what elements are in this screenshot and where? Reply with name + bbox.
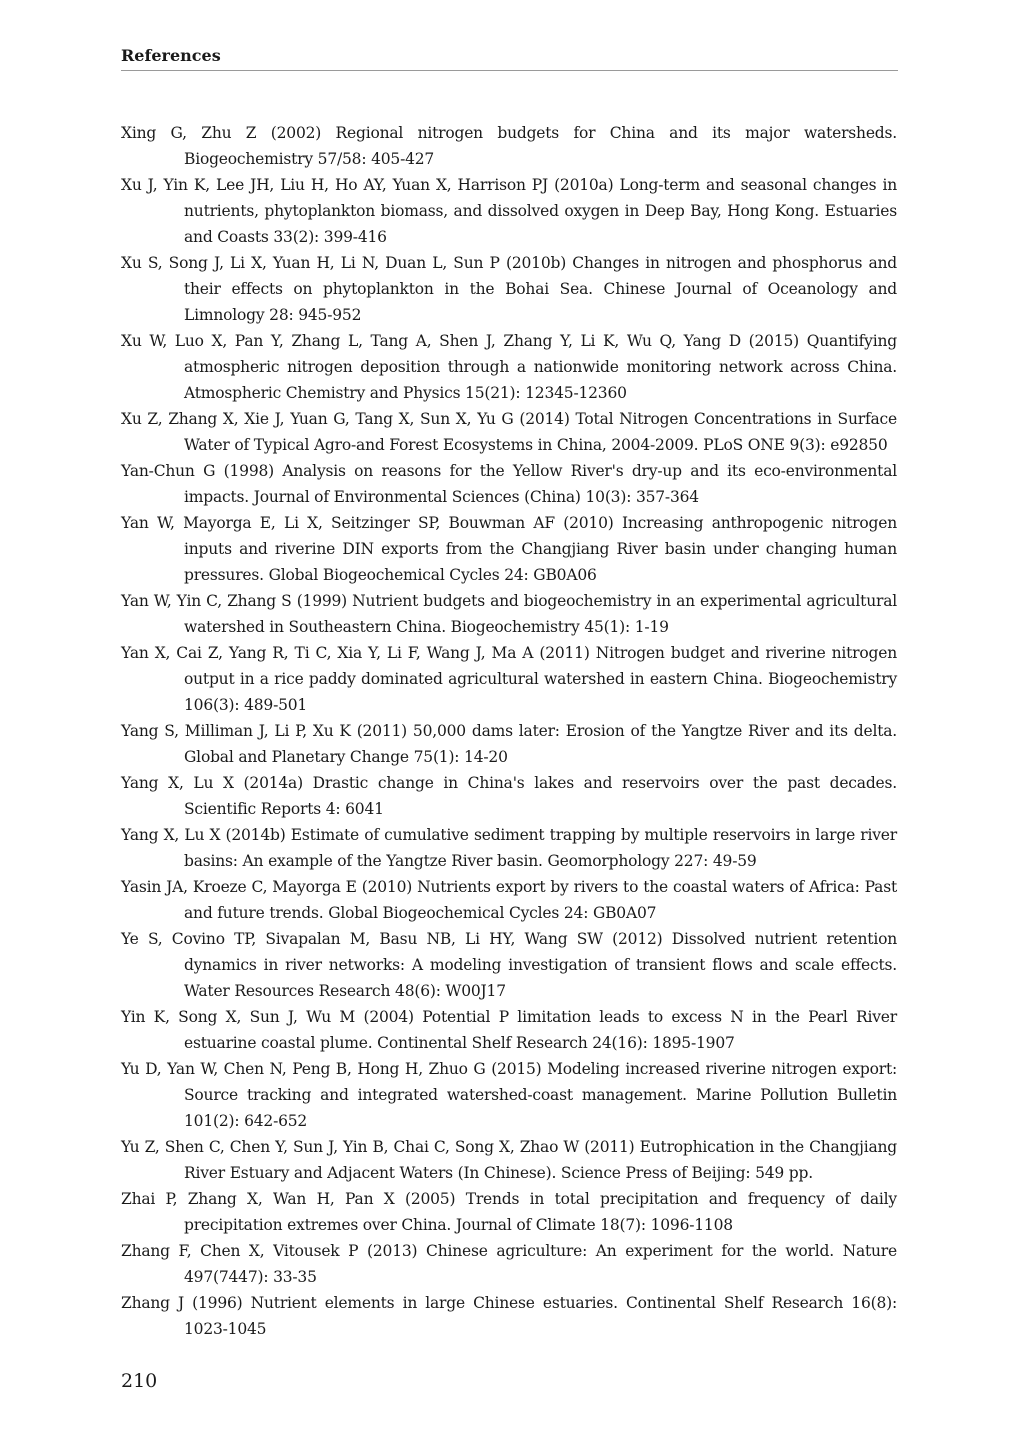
reference-entry: Xu W, Luo X, Pan Y, Zhang L, Tang A, Shen J, Zhang Y, Li K, Wu Q, Yang D (2015) Quantifying atmospheric nitrogen deposition through a nationwide monitoring network across China. Atmospheric Chemistry and Physics 15(21): 12345-12360 xyxy=(121,332,897,402)
reference-entry: Yan W, Yin C, Zhang S (1999) Nutrient budgets and biogeochemistry in an experimental agricultural watershed in Southeastern China. Biogeochemistry 45(1): 1-19 xyxy=(121,592,897,636)
reference-entry: Xu Z, Zhang X, Xie J, Yuan G, Tang X, Sun X, Yu G (2014) Total Nitrogen Concentrations in Surface Water of Typical Agro-and Forest Ecosystems in China, 2004-2009. PLoS ONE 9(3): e92850 xyxy=(121,410,897,454)
reference-entry: Yin K, Song X, Sun J, Wu M (2004) Potential P limitation leads to excess N in the Pearl River estuarine coastal plume. Continental Shelf Research 24(16): 1895-1907 xyxy=(121,1008,897,1052)
reference-entry: Yu Z, Shen C, Chen Y, Sun J, Yin B, Chai C, Song X, Zhao W (2011) Eutrophication in the Changjiang River Estuary and Adjacent Waters (In Chinese). Science Press of Beijing: 549 pp. xyxy=(121,1138,897,1182)
reference-list xyxy=(121,120,897,1342)
reference-entry: Zhang F, Chen X, Vitousek P (2013) Chinese agriculture: An experiment for the world. Nature 497(7447): 33-35 xyxy=(121,1242,897,1286)
reference-entry: Xing G, Zhu Z (2002) Regional nitrogen budgets for China and its major watersheds. Biogeochemistry 57/58: 405-427 xyxy=(121,124,897,168)
reference-entry: Yan X, Cai Z, Yang R, Ti C, Xia Y, Li F, Wang J, Ma A (2011) Nitrogen budget and riverine nitrogen output in a rice paddy dominated agricultural watershed in eastern China. Biogeochemistry 106(3): 489-501 xyxy=(121,644,897,714)
reference-entry: Ye S, Covino TP, Sivapalan M, Basu NB, Li HY, Wang SW (2012) Dissolved nutrient retention dynamics in river networks: A modeling investigation of transient flows and scale effects. Water Resources Research 48(6): W00J17 xyxy=(121,930,897,1000)
reference-entry: Yan-Chun G (1998) Analysis on reasons for the Yellow River's dry-up and its eco-environmental impacts. Journal of Environmental Sciences (China) 10(3): 357-364 xyxy=(121,462,897,506)
page-number: 210 xyxy=(121,1370,158,1392)
reference-entry: Yang X, Lu X (2014a) Drastic change in China's lakes and reservoirs over the past decades. Scientific Reports 4: 6041 xyxy=(121,774,897,818)
reference-entry: Zhai P, Zhang X, Wan H, Pan X (2005) Trends in total precipitation and frequency of daily precipitation extremes over China. Journal of Climate 18(7): 1096-1108 xyxy=(121,1190,897,1234)
reference-entry: Yang X, Lu X (2014b) Estimate of cumulative sediment trapping by multiple reservoirs in large river basins: An example of the Yangtze River basin. Geomorphology 227: 49-59 xyxy=(121,826,897,870)
reference-entry: Zhang J (1996) Nutrient elements in large Chinese estuaries. Continental Shelf Research 16(8): 1023-1045 xyxy=(121,1294,897,1338)
reference-entry: Xu S, Song J, Li X, Yuan H, Li N, Duan L, Sun P (2010b) Changes in nitrogen and phosphorus and their effects on phytoplankton in the Bohai Sea. Chinese Journal of Oceanology and Limnology 28: 945-952 xyxy=(121,254,897,324)
running-header xyxy=(121,46,898,71)
reference-entry: Yu D, Yan W, Chen N, Peng B, Hong H, Zhuo G (2015) Modeling increased riverine nitrogen export: Source tracking and integrated watershed-coast management. Marine Pollution Bulletin 101(2): 642-652 xyxy=(121,1060,897,1130)
reference-entry: Yan W, Mayorga E, Li X, Seitzinger SP, Bouwman AF (2010) Increasing anthropogenic nitrogen inputs and riverine DIN exports from the Changjiang River basin under changing human pressures. Global Biogeochemical Cycles 24: GB0A06 xyxy=(121,514,897,584)
section-title: References xyxy=(121,46,221,65)
reference-entry: Yang S, Milliman J, Li P, Xu K (2011) 50,000 dams later: Erosion of the Yangtze River and its delta. Global and Planetary Change 75(1): 14-20 xyxy=(121,722,897,766)
reference-entry: Yasin JA, Kroeze C, Mayorga E (2010) Nutrients export by rivers to the coastal waters of Africa: Past and future trends. Global Biogeochemical Cycles 24: GB0A07 xyxy=(121,878,897,922)
reference-entry: Xu J, Yin K, Lee JH, Liu H, Ho AY, Yuan X, Harrison PJ (2010a) Long-term and seasonal changes in nutrients, phytoplankton biomass, and dissolved oxygen in Deep Bay, Hong Kong. Estuaries and Coasts 33(2): 399-416 xyxy=(121,176,897,246)
